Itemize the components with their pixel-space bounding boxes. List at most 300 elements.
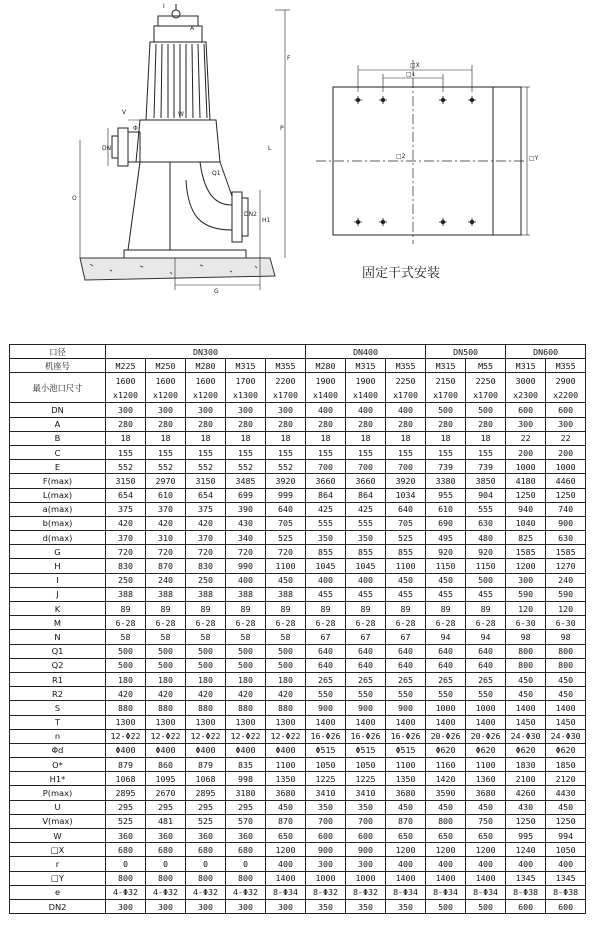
table-cell: 1300: [146, 715, 186, 729]
table-cell: 1034: [386, 488, 426, 502]
table-cell: 388: [266, 587, 306, 601]
table-cell: 280: [426, 417, 466, 431]
table-cell: 8-Φ34: [426, 885, 466, 899]
table-cell: 700: [386, 460, 426, 474]
table-cell: 705: [386, 516, 426, 530]
header-label: 口径: [10, 345, 106, 359]
table-cell: 525: [266, 531, 306, 545]
table-cell: 8-Φ32: [306, 885, 346, 899]
table-cell: 650: [426, 829, 466, 843]
table-cell: 18: [306, 431, 346, 445]
row-label: □Y: [10, 871, 106, 885]
table-cell: 58: [186, 630, 226, 644]
table-cell: 1400: [426, 871, 466, 885]
table-cell: 155: [306, 445, 346, 459]
table-cell: 450: [266, 573, 306, 587]
table-cell: 1045: [346, 559, 386, 573]
table-cell: 94: [426, 630, 466, 644]
table-cell: 450: [386, 800, 426, 814]
table-row: [10, 460, 586, 474]
table-cell: 12-Φ22: [106, 729, 146, 743]
table-cell: 450: [266, 800, 306, 814]
table-cell: Φ400: [186, 743, 226, 757]
table-cell: 500: [226, 658, 266, 672]
table-cell: 700: [346, 460, 386, 474]
pit-width: x1400: [313, 389, 339, 400]
pit-cell: [306, 373, 346, 403]
table-cell: 0: [146, 857, 186, 871]
table-cell: 18: [266, 431, 306, 445]
table-cell: Φ400: [146, 743, 186, 757]
label-dim2: □2: [396, 153, 406, 160]
model-cell: M355: [386, 359, 426, 373]
table-cell: 455: [346, 587, 386, 601]
table-cell: 300: [306, 857, 346, 871]
table-cell: 1100: [386, 758, 426, 772]
table-cell: 375: [106, 502, 146, 516]
dimension-table: [9, 344, 586, 914]
table-cell: 450: [426, 573, 466, 587]
table-row: [10, 445, 586, 459]
label-w: W: [178, 111, 184, 118]
table-cell: 280: [226, 417, 266, 431]
table-cell: 180: [266, 672, 306, 686]
table-cell: 300: [186, 899, 226, 913]
table-cell: 590: [506, 587, 546, 601]
pit-label: 最小池口尺寸: [10, 373, 106, 403]
table-cell: 18: [466, 431, 506, 445]
table-cell: 1250: [546, 814, 586, 828]
table-cell: 750: [466, 814, 506, 828]
table-cell: 1068: [106, 772, 146, 786]
table-cell: 8-Φ34: [386, 885, 426, 899]
model-cell: M355: [266, 359, 306, 373]
table-cell: 6-30: [546, 616, 586, 630]
table-cell: 500: [186, 658, 226, 672]
table-cell: 1050: [546, 843, 586, 857]
table-cell: 250: [106, 573, 146, 587]
table-cell: 58: [106, 630, 146, 644]
table-cell: 720: [226, 545, 266, 559]
table-cell: 400: [306, 403, 346, 417]
label-l: L: [268, 145, 272, 152]
table-cell: 350: [346, 899, 386, 913]
table-cell: 640: [266, 502, 306, 516]
table-cell: 1160: [426, 758, 466, 772]
row-label: N: [10, 630, 106, 644]
table-cell: 1040: [506, 516, 546, 530]
table-cell: 3680: [386, 786, 426, 800]
table-cell: 94: [466, 630, 506, 644]
table-cell: 552: [146, 460, 186, 474]
table-cell: 1250: [506, 814, 546, 828]
model-cell: M225: [106, 359, 146, 373]
table-cell: 1240: [506, 843, 546, 857]
pit-length: 1600: [115, 375, 136, 386]
table-cell: 1150: [466, 559, 506, 573]
table-cell: 400: [306, 573, 346, 587]
table-cell: 1360: [466, 772, 506, 786]
row-label: V(max): [10, 814, 106, 828]
table-cell: 1300: [106, 715, 146, 729]
pit-width: x1700: [433, 389, 459, 400]
table-cell: 880: [186, 701, 226, 715]
table-cell: 1270: [546, 559, 586, 573]
table-cell: 1300: [266, 715, 306, 729]
table-cell: 550: [386, 687, 426, 701]
table-cell: 500: [146, 658, 186, 672]
row-label: a(max): [10, 502, 106, 516]
table-cell: 3410: [306, 786, 346, 800]
table-cell: 1345: [506, 871, 546, 885]
installation-drawings: [0, 0, 609, 300]
table-cell: 1250: [546, 488, 586, 502]
table-cell: 24-Φ30: [506, 729, 546, 743]
table-cell: 310: [146, 531, 186, 545]
table-cell: 300: [266, 899, 306, 913]
row-label: r: [10, 857, 106, 871]
table-cell: 1400: [546, 701, 586, 715]
table-cell: 740: [546, 502, 586, 516]
table-cell: 1095: [146, 772, 186, 786]
table-cell: 870: [266, 814, 306, 828]
row-label: I: [10, 573, 106, 587]
table-cell: 1000: [306, 871, 346, 885]
table-cell: 18: [106, 431, 146, 445]
pit-length: 1700: [235, 375, 256, 386]
row-label: E: [10, 460, 106, 474]
table-cell: 500: [426, 899, 466, 913]
table-cell: 920: [466, 545, 506, 559]
table-cell: 640: [306, 658, 346, 672]
table-cell: 4-Φ32: [226, 885, 266, 899]
table-cell: 550: [466, 687, 506, 701]
table-cell: 1400: [266, 871, 306, 885]
table-cell: 18: [386, 431, 426, 445]
table-row: [10, 885, 586, 899]
table-cell: 2895: [106, 786, 146, 800]
table-cell: 400: [546, 857, 586, 871]
table-row: [10, 701, 586, 715]
table-cell: 390: [226, 502, 266, 516]
table-cell: 1000: [466, 701, 506, 715]
table-cell: 1100: [466, 758, 506, 772]
table-cell: 58: [266, 630, 306, 644]
row-label: G: [10, 545, 106, 559]
table-cell: 265: [386, 672, 426, 686]
table-cell: 680: [226, 843, 266, 857]
table-cell: 500: [106, 644, 146, 658]
table-cell: 350: [306, 531, 346, 545]
plan-drawing-labels: [396, 62, 539, 162]
table-cell: 400: [466, 857, 506, 871]
table-cell: 1450: [506, 715, 546, 729]
table-cell: 20-Φ26: [426, 729, 466, 743]
table-cell: 1050: [346, 758, 386, 772]
row-label: DN2: [10, 899, 106, 913]
table-row: [10, 658, 586, 672]
table-cell: 500: [106, 658, 146, 672]
table-cell: 1250: [506, 488, 546, 502]
table-cell: 1200: [466, 843, 506, 857]
row-label: n: [10, 729, 106, 743]
model-cell: M280: [186, 359, 226, 373]
table-cell: 6-28: [346, 616, 386, 630]
table-cell: 420: [146, 516, 186, 530]
table-cell: 18: [146, 431, 186, 445]
table-cell: 300: [346, 857, 386, 871]
table-cell: 3380: [426, 474, 466, 488]
row-label: L(max): [10, 488, 106, 502]
table-cell: 1400: [466, 715, 506, 729]
pit-cell: [386, 373, 426, 403]
table-cell: 640: [426, 644, 466, 658]
table-cell: 864: [306, 488, 346, 502]
table-cell: 864: [346, 488, 386, 502]
table-cell: 630: [546, 531, 586, 545]
table-cell: 350: [386, 899, 426, 913]
table-cell: 2670: [146, 786, 186, 800]
table-cell: 350: [346, 531, 386, 545]
table-cell: 425: [346, 502, 386, 516]
table-cell: 800: [426, 814, 466, 828]
table-cell: 295: [186, 800, 226, 814]
table-row: [10, 829, 586, 843]
table-row: [10, 602, 586, 616]
table-cell: 89: [106, 602, 146, 616]
table-cell: 500: [266, 658, 306, 672]
table-cell: 1345: [546, 871, 586, 885]
table-cell: 1300: [186, 715, 226, 729]
table-cell: 500: [186, 644, 226, 658]
table-cell: 1400: [386, 715, 426, 729]
table-cell: 388: [146, 587, 186, 601]
table-row: [10, 715, 586, 729]
model-label: 机座号: [10, 359, 106, 373]
table-cell: 240: [146, 573, 186, 587]
table-cell: 155: [466, 445, 506, 459]
table-cell: 1100: [386, 559, 426, 573]
table-cell: 155: [146, 445, 186, 459]
label-q1: Q1: [212, 170, 221, 177]
table-cell: 0: [106, 857, 146, 871]
table-row: [10, 814, 586, 828]
table-cell: 480: [466, 531, 506, 545]
table-cell: 904: [466, 488, 506, 502]
table-row: [10, 431, 586, 445]
table-cell: 720: [146, 545, 186, 559]
table-cell: 180: [186, 672, 226, 686]
table-cell: 12-Φ22: [146, 729, 186, 743]
model-cell: M315: [426, 359, 466, 373]
table-cell: 6-28: [386, 616, 426, 630]
label-i: I: [163, 3, 165, 10]
pit-length: 2150: [435, 375, 456, 386]
table-cell: 1225: [346, 772, 386, 786]
table-cell: 1200: [266, 843, 306, 857]
table-cell: 4-Φ32: [186, 885, 226, 899]
table-cell: 300: [226, 899, 266, 913]
table-cell: 700: [306, 460, 346, 474]
table-cell: 3150: [186, 474, 226, 488]
table-cell: 370: [146, 502, 186, 516]
pit-cell: [506, 373, 546, 403]
table-cell: 360: [226, 829, 266, 843]
table-cell: 1000: [426, 701, 466, 715]
table-cell: 8-Φ38: [546, 885, 586, 899]
table-cell: 420: [226, 687, 266, 701]
table-cell: 200: [546, 445, 586, 459]
table-cell: 250: [186, 573, 226, 587]
table-cell: 650: [466, 829, 506, 843]
table-cell: 388: [186, 587, 226, 601]
table-cell: 450: [426, 800, 466, 814]
pit-width: x1700: [393, 389, 419, 400]
table-cell: 300: [266, 403, 306, 417]
pit-width: x1700: [273, 389, 299, 400]
table-row: [10, 474, 586, 488]
table-cell: 420: [106, 516, 146, 530]
table-cell: 22: [506, 431, 546, 445]
table-cell: 3485: [226, 474, 266, 488]
table-cell: 4-Φ32: [106, 885, 146, 899]
table-cell: 555: [346, 516, 386, 530]
table-cell: 280: [146, 417, 186, 431]
table-cell: 89: [266, 602, 306, 616]
table-cell: 450: [546, 800, 586, 814]
table-cell: 700: [306, 814, 346, 828]
table-cell: Φ620: [506, 743, 546, 757]
pit-row: [10, 373, 586, 403]
table-cell: 4430: [546, 786, 586, 800]
table-cell: 180: [146, 672, 186, 686]
table-row: [10, 545, 586, 559]
model-cell: M280: [306, 359, 346, 373]
table-cell: 1150: [426, 559, 466, 573]
table-cell: 6-28: [306, 616, 346, 630]
model-cell: M355: [546, 359, 586, 373]
table-cell: 650: [266, 829, 306, 843]
table-cell: 4-Φ32: [146, 885, 186, 899]
row-label: U: [10, 800, 106, 814]
table-cell: 0: [186, 857, 226, 871]
table-cell: 18: [346, 431, 386, 445]
table-cell: 500: [266, 644, 306, 658]
table-cell: 998: [226, 772, 266, 786]
table-cell: 525: [386, 531, 426, 545]
table-cell: 3680: [266, 786, 306, 800]
label-v: V: [122, 109, 127, 116]
pit-width: x1200: [113, 389, 138, 400]
model-row: [10, 359, 586, 373]
table-cell: 940: [506, 502, 546, 516]
table-cell: 855: [386, 545, 426, 559]
table-cell: 825: [506, 531, 546, 545]
table-cell: 699: [226, 488, 266, 502]
table-cell: 18: [186, 431, 226, 445]
table-row: [10, 871, 586, 885]
row-label: DN: [10, 403, 106, 417]
table-cell: 120: [506, 602, 546, 616]
table-cell: 350: [306, 800, 346, 814]
label-f: F: [287, 55, 291, 62]
table-cell: 89: [346, 602, 386, 616]
model-cell: M55: [466, 359, 506, 373]
table-cell: 6-28: [266, 616, 306, 630]
row-label: A: [10, 417, 106, 431]
pit-cell: [346, 373, 386, 403]
table-cell: 720: [106, 545, 146, 559]
table-row: [10, 573, 586, 587]
table-cell: 855: [306, 545, 346, 559]
table-cell: 680: [146, 843, 186, 857]
table-cell: 155: [226, 445, 266, 459]
table-cell: 800: [546, 644, 586, 658]
table-row: [10, 729, 586, 743]
table-cell: 800: [186, 871, 226, 885]
table-cell: 3180: [226, 786, 266, 800]
table-cell: 98: [506, 630, 546, 644]
table-cell: 870: [146, 559, 186, 573]
table-cell: 89: [426, 602, 466, 616]
table-cell: 6-30: [506, 616, 546, 630]
table-cell: 900: [306, 843, 346, 857]
pit-length: 1900: [315, 375, 336, 386]
row-label: R1: [10, 672, 106, 686]
table-cell: 425: [306, 502, 346, 516]
table-cell: 300: [546, 417, 586, 431]
table-cell: 600: [546, 899, 586, 913]
table-cell: 999: [266, 488, 306, 502]
table-cell: 879: [186, 758, 226, 772]
table-row: [10, 758, 586, 772]
table-row: [10, 644, 586, 658]
row-label: C: [10, 445, 106, 459]
pit-width: x1400: [353, 389, 379, 400]
table-cell: 1100: [266, 559, 306, 573]
table-cell: 12-Φ22: [186, 729, 226, 743]
table-cell: 280: [346, 417, 386, 431]
row-label: H: [10, 559, 106, 573]
table-cell: 640: [466, 644, 506, 658]
table-cell: 240: [546, 573, 586, 587]
table-cell: 1200: [386, 843, 426, 857]
label-dim1: □1: [406, 71, 416, 78]
table-cell: 610: [146, 488, 186, 502]
table-cell: 58: [146, 630, 186, 644]
table-row: [10, 899, 586, 913]
row-label: M: [10, 616, 106, 630]
table-row: [10, 857, 586, 871]
model-cell: M315: [346, 359, 386, 373]
row-label: H1*: [10, 772, 106, 786]
table-cell: 450: [506, 672, 546, 686]
table-cell: 640: [466, 658, 506, 672]
table-cell: 8-Φ34: [266, 885, 306, 899]
table-cell: 1050: [306, 758, 346, 772]
table-cell: 994: [546, 829, 586, 843]
table-cell: 360: [186, 829, 226, 843]
table-cell: 388: [226, 587, 266, 601]
table-cell: 388: [106, 587, 146, 601]
table-cell: 2120: [546, 772, 586, 786]
pit-length: 1900: [355, 375, 376, 386]
table-cell: 1200: [426, 843, 466, 857]
label-x: □X: [410, 62, 420, 69]
table-cell: 400: [386, 857, 426, 871]
table-cell: 900: [306, 701, 346, 715]
table-row: [10, 531, 586, 545]
